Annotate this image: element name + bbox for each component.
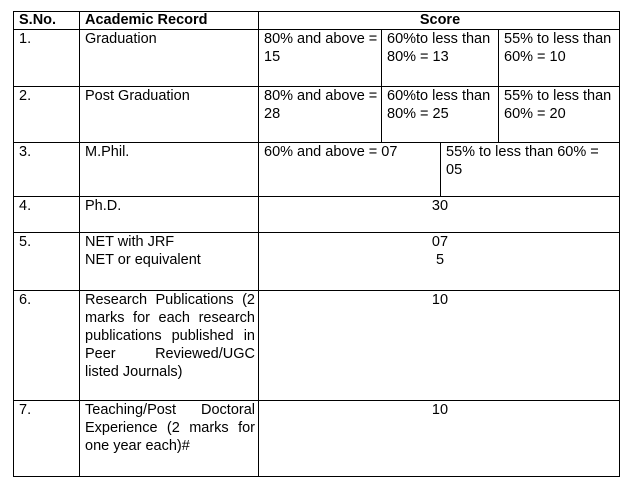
score-line: 07	[431, 234, 449, 250]
score-line: 5	[435, 252, 445, 268]
table-row	[14, 143, 620, 197]
cell-sno: 7.	[14, 401, 80, 477]
cell-sno: 6.	[14, 291, 80, 401]
header-score: Score	[259, 12, 620, 30]
cell-score: 10	[259, 291, 620, 401]
cell-sno: 4.	[14, 197, 80, 233]
cell-score: 10	[259, 401, 620, 477]
cell-score: 80% and above = 15	[259, 30, 382, 87]
header-row	[14, 12, 620, 30]
header-sno: S.No.	[14, 12, 80, 30]
cell-score: 30	[259, 197, 620, 233]
cell-record: Graduation	[80, 30, 259, 87]
table-row	[14, 233, 620, 291]
cell-score: 55% to less than 60% = 20	[499, 87, 620, 143]
cell-record: Research Publications (2 marks for each research publications published in Peer Reviewed/UGC listed Journals)	[80, 291, 259, 401]
record-line: NET or equivalent	[85, 252, 201, 268]
cell-score	[259, 233, 620, 291]
cell-record: M.Phil.	[80, 143, 259, 197]
cell-score: 55% to less than 60% = 05	[441, 143, 620, 197]
table-row	[14, 30, 620, 87]
cell-record: Teaching/Post Doctoral Experience (2 marks for one year each)#	[80, 401, 259, 477]
cell-sno: 2.	[14, 87, 80, 143]
cell-sno: 3.	[14, 143, 80, 197]
cell-sno: 5.	[14, 233, 80, 291]
record-line: NET with JRF	[85, 234, 175, 250]
table-row	[14, 401, 620, 477]
table-row	[14, 291, 620, 401]
cell-score: 60%to less than 80% = 13	[382, 30, 499, 87]
table-row	[14, 87, 620, 143]
cell-score: 55% to less than 60% = 10	[499, 30, 620, 87]
cell-score: 60% and above = 07	[259, 143, 441, 197]
cell-score: 60%to less than 80% = 25	[382, 87, 499, 143]
cell-record	[80, 233, 259, 291]
cell-score: 80% and above = 28	[259, 87, 382, 143]
cell-sno: 1.	[14, 30, 80, 87]
header-academic-record: Academic Record	[80, 12, 259, 30]
table-row	[14, 197, 620, 233]
cell-record: Ph.D.	[80, 197, 259, 233]
cell-record: Post Graduation	[80, 87, 259, 143]
academic-score-table	[13, 11, 620, 477]
